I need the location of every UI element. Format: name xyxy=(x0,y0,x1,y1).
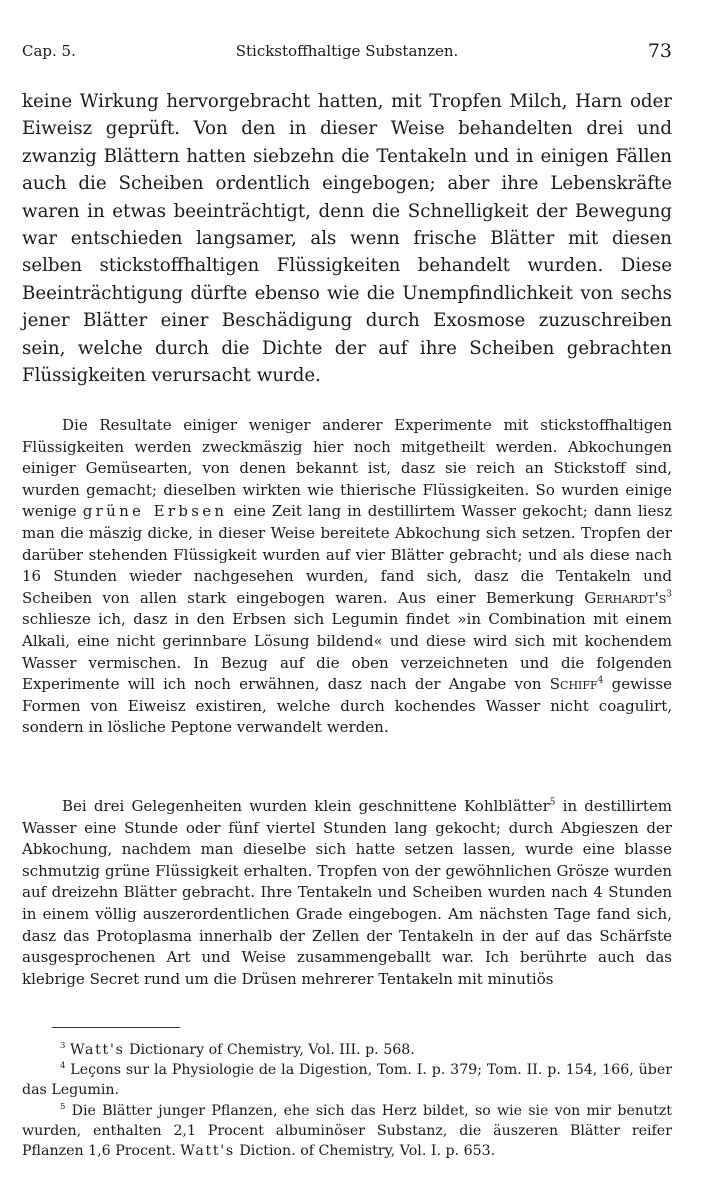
p2-text-d: gewisse Formen von Eiweisz existiren, welche durch kochendes Wasser nicht coagulirt, sondern in lösliche Peptone verwandelt werden. xyxy=(22,675,672,737)
footnote-ref-3: 3 xyxy=(666,589,672,600)
p3-text-a: Bei drei Gelegenheiten wurden klein geschnittene Kohlblätter xyxy=(62,797,550,815)
footnote-author: Watt's xyxy=(69,1042,125,1058)
paragraph-pea-experiment xyxy=(22,415,672,739)
footnote-text-end: Diction. of Chemistry, Vol. I. p. 653. xyxy=(239,1143,496,1160)
page-number: 73 xyxy=(647,40,672,62)
p2-text-a: Die Resultate einiger weniger anderer Experimente mit stickstoffhaltigen Flüssigkeiten werden zweckmäszig hier noch mitgetheilt werden. Abkochungen einiger Gemüsearten, von denen bekannt ist, dasz sie reich an Stickstoff sind, wurden gemacht; dieselben wirkten wie thierische Flüssigkeiten. So wurden einige wenige xyxy=(22,416,672,521)
footnote-3 xyxy=(22,1040,672,1060)
p2-text-b: eine Zeit lang in destillirtem Wasser gekocht; dann liesz man die mäszig dicke, in dieser Weise bereitete Abkochung sich setzen. Tropfen der darüber stehenden Flüssigkeit wurden auf vier Blätter gebracht; und als diese nach 16 Stunden wieder nachgesehen wurden, fand sich, dasz die Tentakeln und Scheiben von allen stark eingebogen waren. Aus einer Bemerkung xyxy=(22,502,672,607)
p2-text-c: schliesze ich, dasz in den Erbsen sich Legumin findet »in Combination mit einem Alkali, eine nicht gerinnbare Lösung bildend« und diese wird sich mit kochendem Wasser vermischen. In Bezug auf die oben verzeichneten und die folgenden Experimente will ich noch erwähnen, dasz nach der Angabe von xyxy=(22,610,672,694)
footnote-4 xyxy=(22,1060,672,1100)
running-header xyxy=(22,40,672,66)
emphasis-green-peas: grüne Erbsen xyxy=(82,502,228,521)
author-gerhardt: Gerhardt's xyxy=(584,588,667,607)
footnotes xyxy=(22,1040,672,1161)
footnote-5 xyxy=(22,1101,672,1162)
footnote-ref-4: 4 xyxy=(597,675,604,686)
footnote-text: Die Blätter junger Pflanzen, ehe sich das Herz bildet, so wie sie von mir benutzt wurden, enthalten 2,1 Procent albuminöser Substanz, die äuszeren Blätter reifer Pflanzen 1,6 Procent. xyxy=(22,1102,672,1160)
chapter-label: Cap. 5. xyxy=(22,42,76,60)
paragraph-cabbage-experiment xyxy=(22,796,672,990)
paragraph-intro: keine Wirkung hervorgebracht hatten, mit Tropfen Milch, Harn oder Eiweisz geprüft. Von den in dieser Weise behandelten drei und zwanzig Blättern hatten siebzehn die Tentakeln und in einigen Fällen auch die Scheiben ordentlich eingebogen; aber ihre Lebenskräfte waren in etwas beeinträchtigt, denn die Schnelligkeit der Bewegung war entschieden langsamer, als wenn frische Blätter mit diesen selben stickstoffhaltigen Flüssigkeiten behandelt wurden. Diese Beeinträchtigung dürfte ebenso wie die Unempfindlichkeit von sechs jener Blätter einer Beschädigung durch Exosmose zuzuschreiben sein, welche durch die Dichte der auf ihre Scheiben gebrachten Flüssigkeiten verursacht wurde. xyxy=(22,91,672,387)
footnote-text: Dictionary of Chemistry, Vol. III. p. 568. xyxy=(129,1042,415,1058)
footnote-number: 3 xyxy=(60,1041,66,1052)
author-schiff: Schiff xyxy=(549,675,598,694)
footnote-number: 4 xyxy=(60,1061,66,1072)
footnote-text: Leçons sur la Physiologie de la Digestion, Tom. I. p. 379; Tom. II. p. 154, 166, über das Legumin. xyxy=(22,1062,673,1099)
footnote-number: 5 xyxy=(60,1101,66,1112)
footnote-author: Watt's xyxy=(180,1143,235,1160)
p3-text-b: in destillirtem Wasser eine Stunde oder fünf viertel Stunden lang gekocht; durch Abgieszen der Abkochung, nachdem man dieselbe sich hatte setzen lassen, wurde eine blasse schmutzig grüne Flüssigkeit erhalten. Tropfen von der gewöhnlichen Grösze wurden auf dreizehn Blätter gebracht. Ihre Tentakeln und Scheiben wurden nach 4 Stunden in einem völlig auszerordentlichen Grade eingebogen. Am nächsten Tage fand sich, dasz das Protoplasma innerhalb der Zellen der Tentakeln in der auf das Schärfste ausgesprochenen Art und Weise zusammengeballt war. Ich berührte auch das klebrige Secret rund um die Drüsen mehrerer Tentakeln mit minutiös xyxy=(22,797,672,988)
running-title: Stickstoffhaltige Substanzen. xyxy=(235,42,459,60)
footnote-divider xyxy=(52,1027,180,1028)
footnote-ref-5: 5 xyxy=(549,797,556,808)
